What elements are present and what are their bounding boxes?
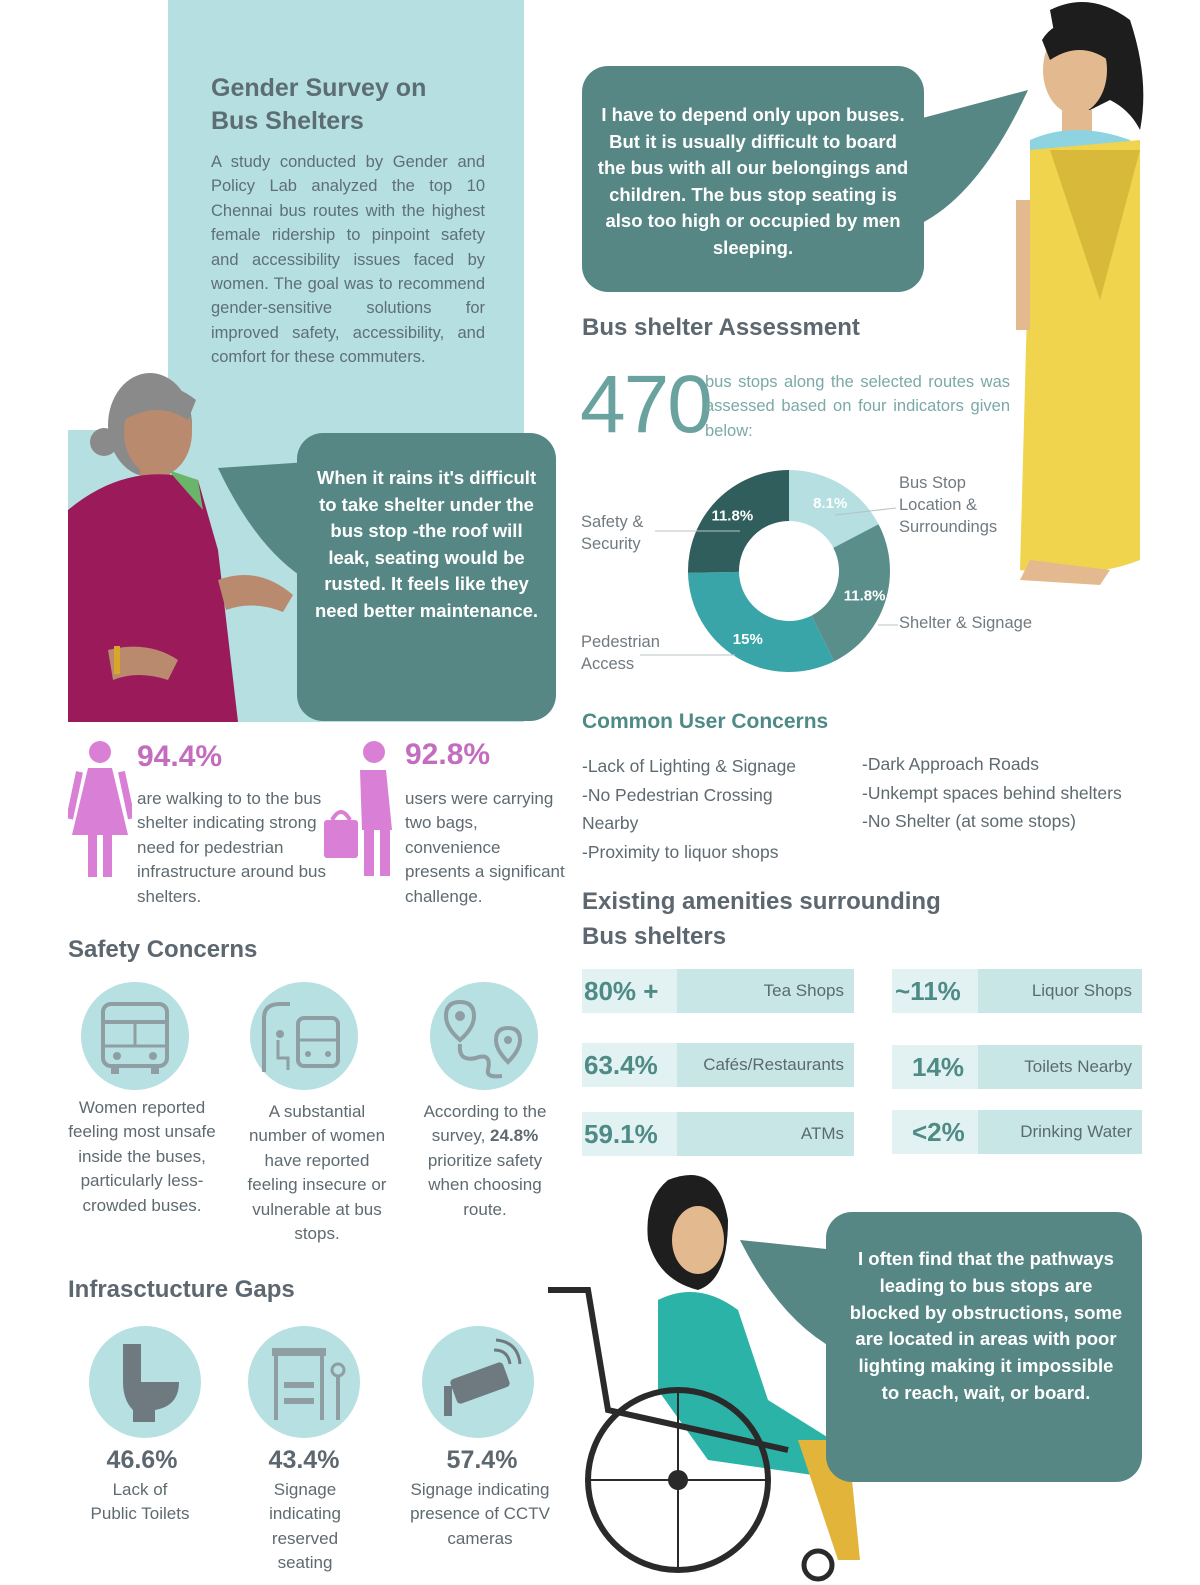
route-text-pre: According to the survey, xyxy=(423,1102,547,1146)
slice-pedestrian xyxy=(688,572,834,672)
woman-with-bags-icon xyxy=(322,740,402,880)
quote-1-bubble: I have to depend only upon buses. But it is usually difficult to board the bus with all our belongings and children. The bus stop seating is also too high or occupied by men sleeping. xyxy=(582,66,924,292)
walking-text: are walking to to the bus shelter indicating strong need for pedestrian infrastructure around bus shelters. xyxy=(137,789,326,906)
concerns-left-list xyxy=(582,752,832,866)
amenity-pct: 59.1% xyxy=(584,1119,658,1149)
safety-line-2: Security xyxy=(581,535,641,553)
concern-item: -Dark Approach Roads xyxy=(862,754,1040,774)
bags-text: users were carrying two bags, convenience presents a significant challenge. xyxy=(405,789,565,906)
donut-value-label: 11.8% xyxy=(711,507,754,525)
safety-icon-circle xyxy=(81,982,189,1090)
cctv-icon xyxy=(422,1326,534,1438)
safety-icon-circle xyxy=(430,982,538,1090)
walking-percentage: 94.4% xyxy=(137,740,223,773)
amenity-pct: 14% xyxy=(912,1052,965,1082)
infra-icon-circle xyxy=(89,1326,201,1438)
label-bus-stop-location xyxy=(899,472,997,538)
donut-slices xyxy=(688,470,890,672)
amenity-pct: 80% + xyxy=(584,976,659,1006)
bus-icon xyxy=(81,982,189,1090)
amenity-label: Toilets Nearby xyxy=(978,1045,1142,1089)
infra-pct-seating: 43.4% xyxy=(268,1446,340,1474)
pedestrian-line-1: Pedestrian xyxy=(581,633,660,651)
bus-stop-icon xyxy=(250,982,358,1090)
amenities-title-line-2: Bus shelters xyxy=(582,923,727,950)
location-line-2: Location & xyxy=(899,496,977,514)
infra-title: Infrasctucture Gaps xyxy=(68,1276,295,1303)
quote-3-tail xyxy=(740,1240,840,1360)
safety-title: Safety Concerns xyxy=(68,936,258,963)
safety-icon-circle xyxy=(250,982,358,1090)
pedestrian-line-2: Access xyxy=(581,655,635,673)
amenity-label: ATMs xyxy=(677,1112,854,1156)
quote-3-bubble: I often find that the pathways leading to bus stops are blocked by obstructions, some are located in areas with poor lighting making it impossible to reach, wait, or board. xyxy=(826,1212,1142,1482)
assessment-text: bus stops along the selected routes was assessed based on four indicators given below: xyxy=(705,373,1010,440)
toilet-icon xyxy=(89,1326,201,1438)
safety-caption-route xyxy=(414,1100,556,1222)
route-icon xyxy=(430,982,538,1090)
concerns-right-list xyxy=(862,750,1122,836)
concern-item: -Lack of Lighting & Signage xyxy=(582,756,797,776)
concern-item: -No Shelter (at some stops) xyxy=(862,811,1076,832)
donut-value-label: 11.8% xyxy=(843,587,886,605)
amenity-pct: 63.4% xyxy=(584,1050,658,1080)
title-line-1: Gender Survey on xyxy=(211,74,427,102)
concerns-title: Common User Concerns xyxy=(582,710,829,733)
label-shelter-signage: Shelter & Signage xyxy=(899,614,1033,632)
route-text-post: prioritize safety when choosing route. xyxy=(427,1150,543,1219)
concern-item: -Unkempt spaces behind shelters xyxy=(862,782,1122,803)
assessment-number: 470 xyxy=(580,359,711,450)
label-safety-security xyxy=(581,511,643,555)
infra-caption-seating: Signage indicating reserved seating xyxy=(269,1480,341,1573)
safety-caption-bus: Women reported feeling most unsafe inside the buses, particularly less-crowded buses. xyxy=(68,1098,216,1215)
amenity-label: Tea Shops xyxy=(677,969,854,1013)
title-line-2: Bus Shelters xyxy=(211,107,364,135)
infra-pct-cctv: 57.4% xyxy=(446,1446,518,1474)
amenity-pct: <2% xyxy=(912,1117,965,1147)
location-line-1: Bus Stop xyxy=(899,474,966,492)
route-text-bold: 24.8% xyxy=(490,1126,539,1146)
page-title xyxy=(211,72,511,138)
woman-walking-icon xyxy=(68,740,132,880)
concern-item: -No Pedestrian Crossing Nearby xyxy=(582,784,773,834)
infra-caption-cctv: Signage indicating presence of CCTV cameras xyxy=(410,1480,550,1548)
location-line-3: Surroundings xyxy=(899,518,998,536)
infra-caption-toilets: Lack of Public Toilets xyxy=(90,1480,190,1524)
amenities-title xyxy=(582,884,941,954)
infra-icon-circle xyxy=(248,1326,360,1438)
amenity-label: Cafés/Restaurants xyxy=(677,1043,854,1087)
amenities-title-line-1: Existing amenities surrounding xyxy=(582,888,941,915)
label-pedestrian-access xyxy=(581,631,660,675)
safety-line-1: Safety & xyxy=(581,513,644,531)
amenity-label: Liquor Shops xyxy=(978,969,1142,1013)
amenity-label: Drinking Water xyxy=(978,1110,1142,1154)
infra-icon-circle xyxy=(422,1326,534,1438)
quote-2-bubble: When it rains it's difficult to take shelter under the bus stop -the roof will leak, seating would be rusted. It feels like they need better maintenance. xyxy=(297,433,556,721)
intro-text: A study conducted by Gender and Policy Lab analyzed the top 10 Chennai bus routes with the highest female ridership to pinpoint safety and accessibility issues faced by women. The goal was to recommend gender-sensitive solutions for improved safety, accessibility, and comfort for these commuters. xyxy=(211,153,485,367)
assessment-title: Bus shelter Assessment xyxy=(582,314,860,341)
donut-value-label: 8.1% xyxy=(813,495,848,513)
amenity-pct: ~11% xyxy=(895,976,961,1006)
bags-percentage: 92.8% xyxy=(405,738,491,771)
safety-caption-stop: A substantial number of women have reported feeling insecure or vulnerable at bus stops. xyxy=(247,1102,387,1244)
donut-value-label: 15% xyxy=(732,630,763,648)
infra-pct-toilets: 46.6% xyxy=(106,1446,178,1474)
shelter-sign-icon xyxy=(248,1326,360,1438)
concern-item: -Proximity to liquor shops xyxy=(582,841,779,862)
